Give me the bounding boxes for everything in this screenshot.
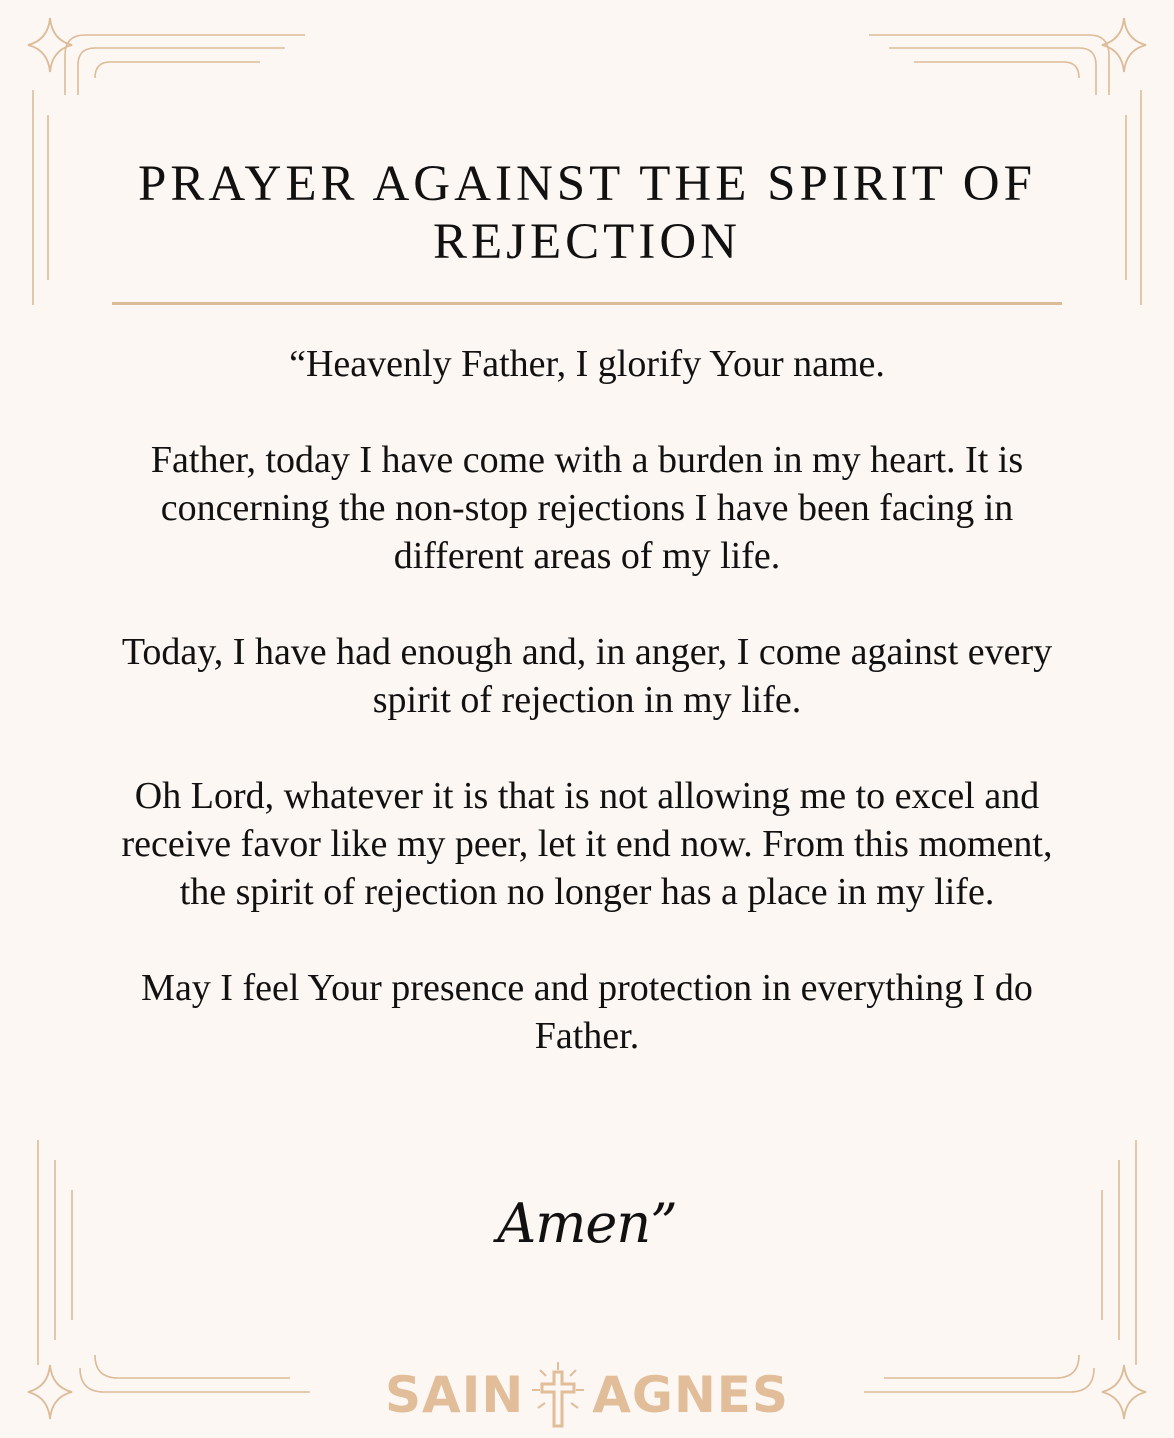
prayer-body (110, 340, 1064, 1108)
prayer-paragraph: “Heavenly Father, I glorify Your name. (289, 343, 885, 385)
closing-amen: Amen” (497, 1192, 677, 1255)
page-title: PRAYER AGAINST THE SPIRIT OF REJECTION (138, 156, 1036, 270)
prayer-paragraph: Oh Lord, whatever it is that is not allowing me to excel and receive favor like my peer, let it end now. From this moment, the spirit of rejection no longer has a place in my life. (121, 775, 1053, 913)
prayer-paragraph: Father, today I have come with a burden in my heart. It is concerning the non-stop rejections I have been facing in different areas of my life. (150, 439, 1024, 577)
prayer-paragraph: May I feel Your presence and protection in everything I do Father. (141, 967, 1033, 1057)
brand-name-left: SAIN (385, 1366, 525, 1424)
title-divider (112, 302, 1062, 305)
brand-name-right: AGNES (592, 1366, 789, 1424)
cross-icon (528, 1360, 588, 1430)
prayer-paragraph: Today, I have had enough and, in anger, I come against every spirit of rejection in my life. (121, 631, 1053, 721)
brand-logo (0, 1360, 1174, 1430)
